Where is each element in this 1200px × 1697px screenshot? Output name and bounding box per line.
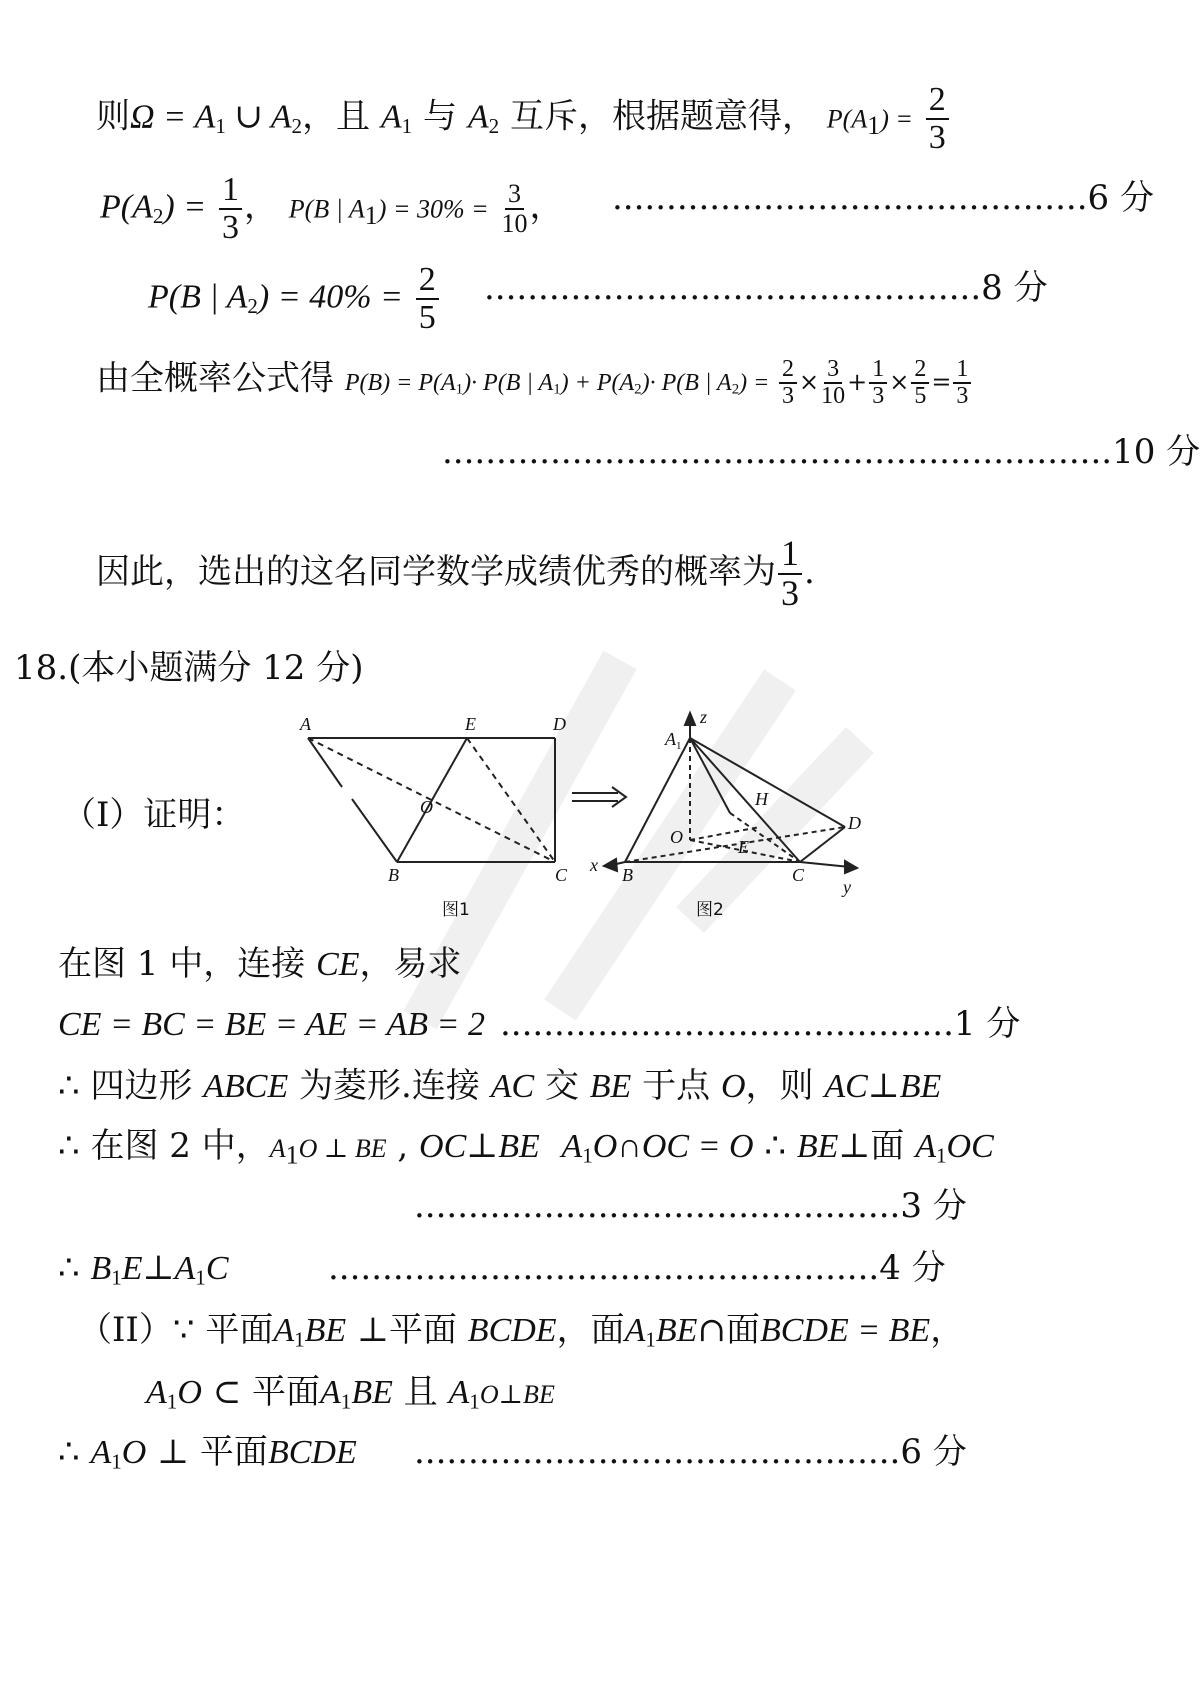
line-equal-sides: CE = BC = BE = AE = AB = 2	[58, 1006, 485, 1043]
fig1-label-d: D	[553, 714, 566, 734]
fig2-label-e: E	[738, 837, 749, 857]
figures	[300, 707, 900, 930]
score-3: .............................................3 分	[414, 1186, 967, 1226]
fraction-1-3-final: $\frac{1}{3}$	[778, 535, 802, 613]
fig2-label-c: C	[792, 865, 805, 885]
fig1-label-b: B	[388, 865, 399, 885]
fig1-label-a: A	[300, 714, 311, 734]
line-a1o-subset: $A_1O$ ⊂ 平面$A_1BE$ 且 $A_1O\perp BE$	[146, 1372, 555, 1414]
fig2-label-o: O	[670, 827, 683, 847]
transform-arrow-icon	[572, 787, 626, 807]
fig2-label-d: D	[848, 813, 861, 833]
line-a1o-perp-plane: ∴ $A_1O$ ⊥ 平面BCDE	[58, 1432, 357, 1474]
fraction-1-3: $\frac{1}{3}$	[219, 172, 242, 245]
line-conclusion: 因此，选出的这名同学数学成绩优秀的概率为 $\frac{1}{3}$ .	[96, 533, 815, 613]
score-8: ..............................................8 分	[484, 268, 1048, 308]
fig1-label-o: O	[420, 797, 433, 817]
line-rhombus: ∴ 四边形 ABCE 为菱形.连接 AC 交 BE 于点 O，则 AC⊥BE	[58, 1066, 942, 1106]
line-connect-ce: 在图 1 中，连接 CE，易求	[58, 944, 462, 984]
fig2-label-z: z	[700, 707, 708, 727]
score-10: ..............................................................10 分	[442, 432, 1200, 472]
fig2-label-y: y	[843, 877, 851, 897]
fig2-label-a1: $A_1$	[665, 729, 682, 752]
line-pb-a2: P(B | $A_2) = 40\%$ = $\frac{2}{5}$	[148, 262, 441, 335]
question-18-title: 18.(本小题满分 12 分)	[14, 648, 364, 688]
line-pa2: $P(A_2)$ = $\frac{1}{3}$ ， P(B | $A_1) = 30\%$ = $\frac{3}{10}$ ，	[100, 171, 564, 246]
fig2-label-b: B	[622, 865, 633, 885]
score-6-b: .............................................6 分	[414, 1432, 967, 1472]
fraction-3-10: $\frac{3}{10}$	[501, 179, 528, 238]
line-total-probability: 由全概率公式得 $P(B) = P(A_1)\cdot P(B$ | $A_1) + P(A_2)\cdot P(B$ | $A_2$) = $\frac{2}{3}$ × $\frac{3}{10}$ + $\frac{1}{3}$ × $\frac{2}{5}$ = $\frac{1}{3}$	[96, 357, 973, 409]
score-1: ..........................................1 分	[500, 1004, 1021, 1044]
line-b1e-perp: ∴ $B_1E\perp A_1C$	[58, 1250, 229, 1290]
fig1-caption: 图1	[442, 900, 470, 920]
fig2-label-x: x	[590, 855, 598, 875]
fig2-label-h: H	[755, 789, 768, 809]
score-6-a: ............................................6 分	[612, 178, 1154, 218]
fraction-2-5: $\frac{2}{5}$	[416, 262, 439, 335]
fraction-2-3: $\frac{2}{3}$	[926, 82, 949, 155]
line-part-2: （II）∵ 平面$A_1BE$ ⊥平面 BCDE，面$A_1BE\cap$面BCDE = BE，	[78, 1310, 965, 1352]
line-fig2-perp: ∴ 在图 2 中，$A_1O$ ⊥ BE , OC⊥BE $A_1O\cap OC = O$ ∴ BE⊥面 $A_1OC$	[58, 1126, 994, 1170]
fig2-caption: 图2	[696, 900, 724, 920]
fig1-label-e: E	[465, 714, 476, 734]
fig1-label-c: C	[555, 865, 568, 885]
line-omega: 则$\Omega = A_1$ ∪ $A_2$，且 $A_1$ 与 $A_2$ 互斥，根据题意得， $P(A_1)$ = $\frac{2}{3}$	[96, 82, 951, 155]
score-4: ...................................................4 分	[328, 1248, 946, 1288]
part-1-label: （I）证明：	[62, 795, 246, 835]
